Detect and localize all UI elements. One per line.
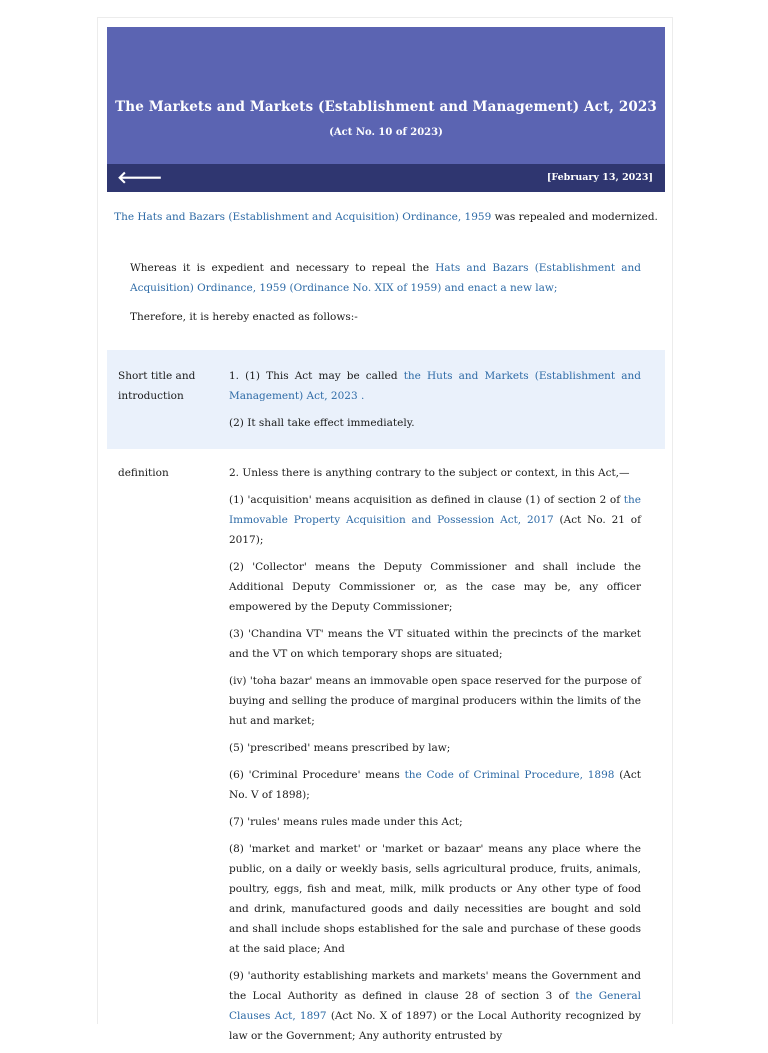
clause: (2) 'Collector' means the Deputy Commissioner and shall include the Additional Deputy Commissioner or, as the case may be, any officer empowered by the Deputy Commissioner; [229,561,641,613]
section-title: definition [118,467,169,479]
clause: 2. Unless there is anything contrary to the subject or context, in this Act,— [229,467,630,479]
clause: (8) 'market and market' or 'market or bazaar' means any place where the public, on a daily or weekly basis, sells agricultural produce, fruits, animals, poultry, eggs, fish and meat, milk, milk products or Any other type of food and drink, manufactured goods and daily necessities are bought and sold and shall include shops established for the sale and purchase of these goods at the said place; And [229,843,641,955]
section-body [229,366,665,433]
section-title: Short title and introduction [118,370,196,402]
clause-text: (Act No. V of 1898); [229,769,641,801]
clause-text: (Act No. 21 of 2017); [229,514,641,546]
clause-text: (1) 'acquisition' means acquisition as defined in clause (1) of section 2 of [229,494,624,506]
enacting-clause: Therefore, it is hereby enacted as follows:- [130,311,358,323]
act-name-link[interactable]: the Huts and Markets (Establishment and Management) Act, 2023 . [229,370,641,402]
clause [229,366,641,406]
section-body [229,463,665,1053]
arrow-left-icon[interactable]: 🡐 [117,168,163,188]
general-clauses-link[interactable]: the General Clauses Act, 1897 [229,990,641,1022]
criminal-procedure-link[interactable]: the Code of Criminal Procedure, 1898 [404,769,615,781]
section-short-title [107,350,665,449]
clause-text: (9) 'authority establishing markets and markets' means the Government and the Local Authority as defined in clause 28 of section 3 of [229,970,641,1002]
act-title: The Markets and Markets (Establishment and Management) Act, 2023 [115,99,657,115]
clause-text: (6) 'Criminal Procedure' means [229,769,405,781]
clause: (5) 'prescribed' means prescribed by law; [229,742,451,754]
document [107,27,665,1053]
clause-text: (Act No. X of 1897) or the Local Authority recognized by law or the Government; Any authority entrusted by [229,1010,641,1042]
clause: (7) 'rules' means rules made under this Act; [229,816,463,828]
preamble [130,258,641,298]
repeal-note-text: was repealed and modernized. [491,211,658,223]
enactment-date: [February 13, 2023] [546,172,653,183]
repealed-ordinance-link[interactable]: The Hats and Bazars (Establishment and Acquisition) Ordinance, 1959 [114,211,492,223]
property-act-link[interactable]: the Immovable Property Acquisition and Possession Act, 2017 [229,494,641,526]
preamble-ordinance-link[interactable]: Hats and Bazars (Establishment and Acquisition) Ordinance, 1959 (Ordinance No. XIX of 1959) and enact a new law; [130,262,641,294]
repeal-note [107,210,665,224]
clause [229,966,641,1046]
section-definition [107,449,665,1053]
clause: (iv) 'toha bazar' means an immovable open space reserved for the purpose of buying and selling the produce of marginal producers within the limits of the hut and market; [229,675,641,727]
clause-text: 1. (1) This Act may be called [229,370,404,382]
clause [229,490,641,550]
document-header [107,27,665,164]
preamble-text: Whereas it is expedient and necessary to repeal the [130,262,436,274]
header-bar [107,164,665,192]
clause [229,765,641,805]
clause: (2) It shall take effect immediately. [229,417,415,429]
act-number: (Act No. 10 of 2023) [329,127,443,138]
clause: (3) 'Chandina VT' means the VT situated within the precincts of the market and the VT on which temporary shops are situated; [229,628,641,660]
